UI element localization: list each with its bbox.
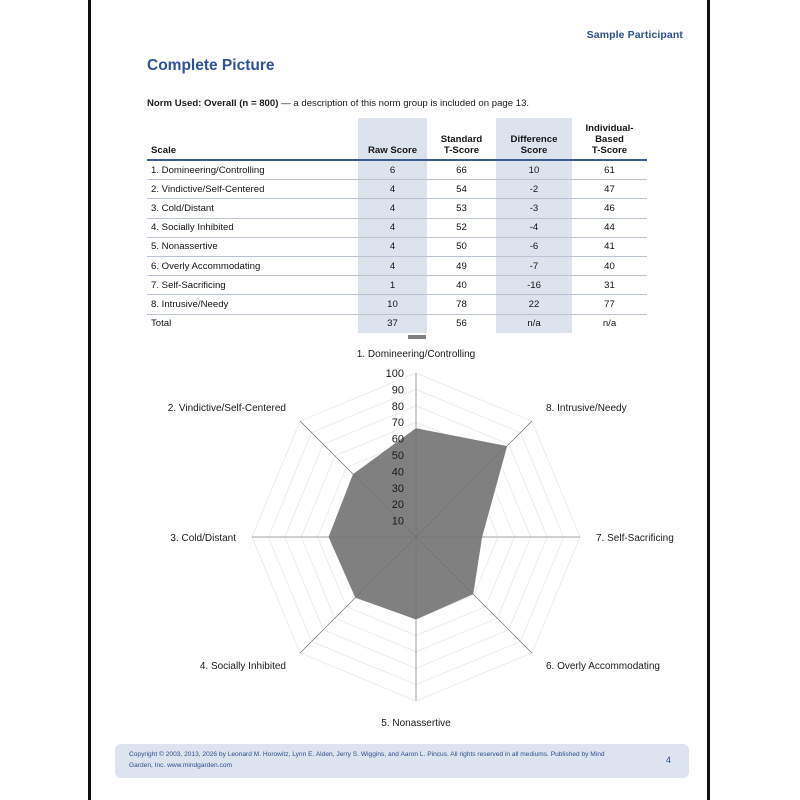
cell-scale: 2. Vindictive/Self-Centered xyxy=(147,180,358,199)
cell-difference-score: -4 xyxy=(496,218,572,237)
radar-axis-label: 1. Domineering/Controlling xyxy=(356,349,476,360)
cell-standard-t-score: 52 xyxy=(427,218,496,237)
cell-difference-score: -16 xyxy=(496,276,572,295)
copyright-text: Copyright © 2003, 2013, 2026 by Leonard M. Horowitz, Lynn E. Alden, Jerry S. Wiggins, and Aaron L. Pincus. All rights reserved in all mediums. Published by Mind Garden, Inc. www.mindgarden.com xyxy=(129,751,605,769)
radar-chart-svg xyxy=(91,320,713,730)
radar-axis-label: 6. Overly Accommodating xyxy=(546,661,660,672)
cell-individual-based-t-score: 47 xyxy=(572,180,647,199)
radar-tick-label: 100 xyxy=(385,368,404,380)
legend-swatch xyxy=(408,335,426,339)
radar-tick-label: 30 xyxy=(391,482,404,495)
table-row xyxy=(147,256,647,275)
cell-scale: 3. Cold/Distant xyxy=(147,199,358,218)
page-number: 4 xyxy=(665,755,671,765)
column-header-individual-based-t-score: Individual- Based T-Score xyxy=(585,122,634,156)
cell-standard-t-score: 66 xyxy=(427,160,496,180)
radar-tick-label: 50 xyxy=(391,450,404,462)
radar-axis-label: 8. Intrusive/Needy xyxy=(546,403,627,414)
cell-raw-score: 4 xyxy=(358,256,427,275)
radar-tick-label: 70 xyxy=(391,417,404,430)
cell-standard-t-score: 53 xyxy=(427,199,496,218)
cell-raw-score: 4 xyxy=(358,237,427,256)
cell-difference-score: 10 xyxy=(496,160,572,180)
column-header-standard-t-score: Standard T-Score xyxy=(440,133,483,156)
radar-tick-label: 90 xyxy=(391,384,404,397)
page-title: Complete Picture xyxy=(147,57,275,74)
cell-individual-based-t-score: 41 xyxy=(572,237,647,256)
cell-scale: 7. Self-Sacrificing xyxy=(147,276,358,295)
radar-tick-label: 80 xyxy=(391,400,404,413)
cell-individual-based-t-score: 46 xyxy=(572,199,647,218)
radar-chart xyxy=(91,320,713,730)
cell-raw-score: 1 xyxy=(358,276,427,295)
cell-scale: 1. Domineering/Controlling xyxy=(147,160,358,180)
table-row xyxy=(147,180,647,199)
radar-axis-label: 7. Self-Sacrificing xyxy=(596,533,674,544)
table-row xyxy=(147,237,647,256)
norm-used-description: — a description of this norm group is included on page 13. xyxy=(278,98,530,109)
cell-difference-score: 22 xyxy=(496,295,572,314)
cell-raw-score: 4 xyxy=(358,199,427,218)
cell-scale: 6. Overly Accommodating xyxy=(147,256,358,275)
cell-scale: 5. Nonassertive xyxy=(147,237,358,256)
norm-used-label: Norm Used: Overall (n = 800) xyxy=(147,98,279,109)
norm-used-line xyxy=(147,98,529,109)
cell-difference-score: -7 xyxy=(496,256,572,275)
cell-individual-based-t-score: 44 xyxy=(572,218,647,237)
radar-spokes-overlay xyxy=(252,373,580,701)
table-header-row xyxy=(147,118,647,160)
table-row xyxy=(147,199,647,218)
cell-raw-score: 37 xyxy=(358,314,427,333)
radar-tick-label: 10 xyxy=(391,515,404,528)
cell-difference-score: -6 xyxy=(496,237,572,256)
cell-individual-based-t-score: 31 xyxy=(572,276,647,295)
radar-series-polygon xyxy=(329,429,506,619)
cell-difference-score: n/a xyxy=(496,314,572,333)
radar-tick-label: 60 xyxy=(391,433,404,446)
radar-axis-label: 2. Vindictive/Self-Centered xyxy=(167,403,286,414)
scores-table-body xyxy=(147,160,647,333)
cell-standard-t-score: 56 xyxy=(456,318,467,330)
cell-scale: 8. Intrusive/Needy xyxy=(147,295,358,314)
column-header-raw-score: Raw Score xyxy=(358,118,427,160)
cell-raw-score: 4 xyxy=(358,218,427,237)
cell-difference-score: -3 xyxy=(496,199,572,218)
cell-individual-based-t-score: 61 xyxy=(572,160,647,180)
cell-raw-score: 6 xyxy=(358,160,427,180)
radar-axis-label: 4. Socially Inhibited xyxy=(199,661,286,672)
cell-standard-t-score: 49 xyxy=(427,256,496,275)
cell-standard-t-score: 40 xyxy=(427,276,496,295)
cell-individual-based-t-score: n/a xyxy=(602,318,617,330)
table-row xyxy=(147,218,647,237)
footer-band xyxy=(115,744,689,778)
cell-scale: Total xyxy=(151,318,172,330)
cell-individual-based-t-score: 77 xyxy=(572,295,647,314)
radar-tick-label: 40 xyxy=(391,466,404,479)
table-row xyxy=(147,295,647,314)
column-header-scale: Scale xyxy=(151,144,177,156)
cell-scale: 4. Socially Inhibited xyxy=(147,218,358,237)
cell-raw-score: 10 xyxy=(358,295,427,314)
column-header-difference-score: Difference Score xyxy=(496,118,572,160)
cell-difference-score: -2 xyxy=(496,180,572,199)
cell-standard-t-score: 54 xyxy=(427,180,496,199)
table-row xyxy=(147,160,647,180)
table-row xyxy=(147,276,647,295)
radar-axis-label: 5. Nonassertive xyxy=(381,718,451,729)
cell-standard-t-score: 50 xyxy=(427,237,496,256)
radar-axis-label: 3. Cold/Distant xyxy=(170,533,236,544)
cell-standard-t-score: 78 xyxy=(427,295,496,314)
cell-raw-score: 4 xyxy=(358,180,427,199)
radar-tick-label: 20 xyxy=(391,499,404,512)
cell-individual-based-t-score: 40 xyxy=(572,256,647,275)
report-page xyxy=(88,0,710,800)
running-head: Sample Participant xyxy=(586,29,683,41)
scores-table xyxy=(147,118,647,333)
